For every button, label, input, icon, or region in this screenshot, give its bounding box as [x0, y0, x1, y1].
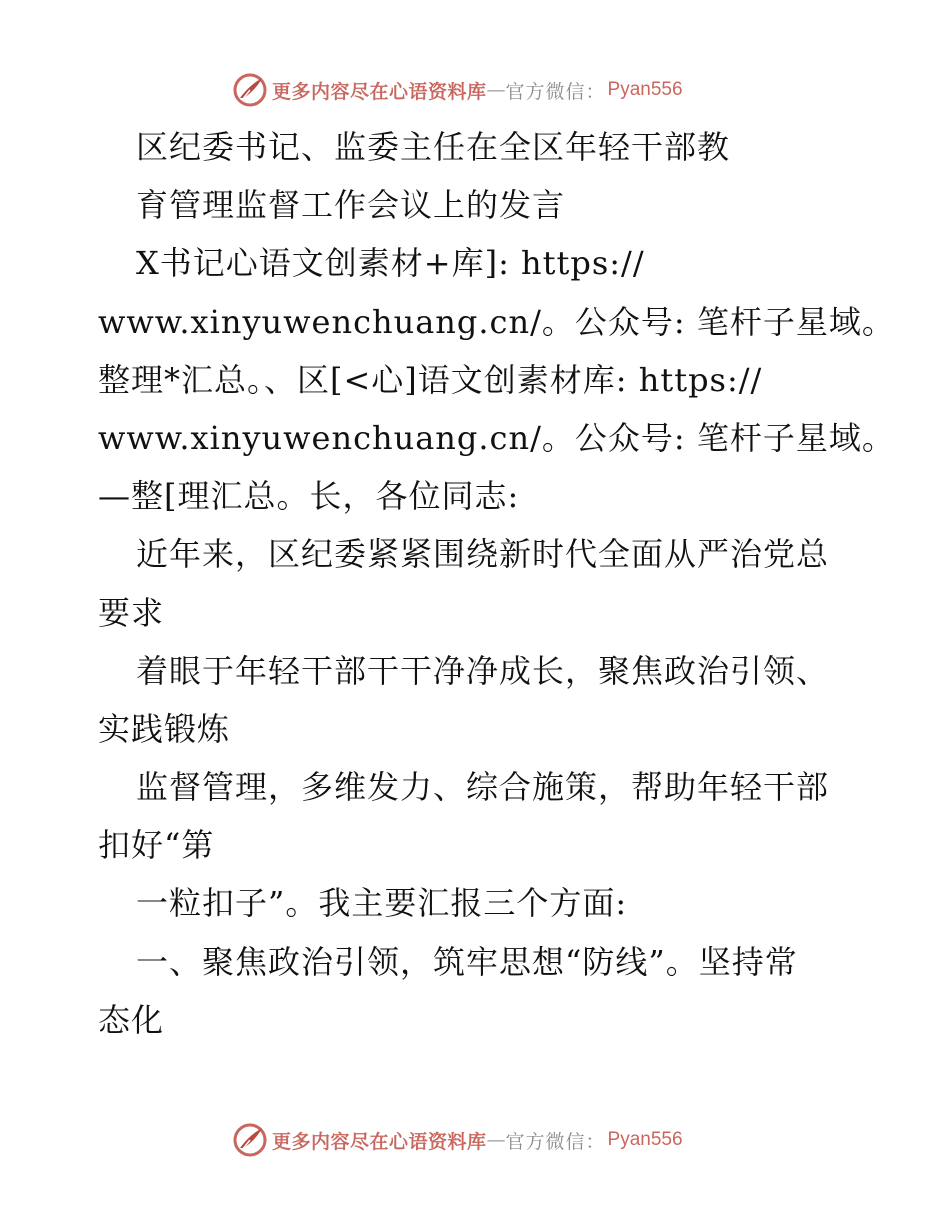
text-line: 着眼于年轻干部干干净净成长，聚焦政治引领、 — [136, 651, 830, 690]
watermark-separator: — — [486, 1129, 506, 1151]
text-line: 一粒扣子”。我主要汇报三个方面: — [136, 884, 628, 923]
watermark-wechat-label: 官方微信： — [505, 80, 606, 103]
watermark-separator: — — [486, 79, 506, 101]
feather-pen-logo-icon — [232, 1122, 268, 1158]
text-line: 一、聚焦政治引领，筑牢思想“防线”。坚持常 — [136, 942, 798, 981]
watermark-wechat-label: 官方微信： — [505, 1130, 606, 1153]
title-line-1: 区纪委书记、监委主任在全区年轻干部教 — [136, 128, 731, 166]
text-line: 态化 — [98, 1000, 165, 1039]
text-line: 扣好“第 — [98, 826, 215, 865]
text-line: 监督管理，多维发力、综合施策，帮助年轻干部 — [136, 768, 830, 807]
watermark-wechat-id: Pyan556 — [607, 79, 683, 100]
text-line: 整理*汇总。、区[<心]语文创素材库: https:// — [98, 360, 763, 399]
text-line: X书记心语文创素材+库]: https:// — [136, 244, 645, 283]
document-body — [98, 118, 895, 1049]
feather-pen-logo-icon — [232, 72, 268, 108]
footer-watermark — [232, 1122, 683, 1158]
watermark-wechat-id: Pyan556 — [607, 1129, 683, 1150]
title-line-2: 育管理监督工作会议上的发言 — [136, 186, 566, 225]
text-line: 实践锻炼 — [98, 709, 231, 748]
text-line: www.xinyuwenchuang.cn/。公众号: 笔杆子星域。 — [98, 418, 895, 457]
text-line: 近年来，区纪委紧紧围绕新时代全面从严治党总 — [136, 535, 830, 574]
text-line: www.xinyuwenchuang.cn/。公众号: 笔杆子星域。 — [98, 302, 895, 341]
watermark-main-text: 更多内容尽在心语资料库 — [272, 80, 487, 103]
text-line: 要求 — [98, 593, 165, 632]
text-line: —整[理汇总。长，各位同志: — [98, 477, 520, 516]
header-watermark — [232, 72, 683, 108]
watermark-main-text: 更多内容尽在心语资料库 — [272, 1130, 487, 1153]
